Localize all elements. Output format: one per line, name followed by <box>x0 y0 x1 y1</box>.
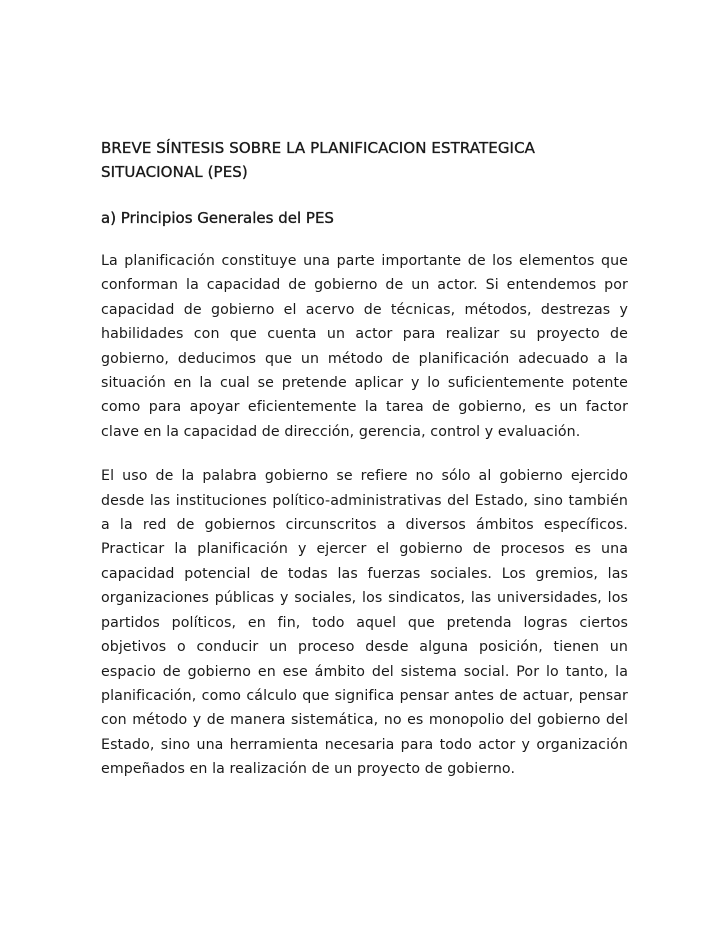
document-page <box>101 136 628 782</box>
document-title: BREVE SÍNTESIS SOBRE LA PLANIFICACION ESTRATEGICA SITUACIONAL (PES) <box>101 139 536 181</box>
body-paragraph-1: La planificación constituye una parte importante de los elementos que conforman la capacidad de gobierno de un actor. Si entendemos por capacidad de gobierno el acervo de técnicas, métodos, destrezas y habilidades con que cuenta un actor para realizar su proyecto de gobierno, deducimos que un método de planificación adecuado a la situación en la cual se pretende aplicar y lo suficientemente potente como para apoyar eficientemente la tarea de gobierno, es un factor clave en la capacidad de dirección, gerencia, control y evaluación. <box>101 253 628 440</box>
body-paragraph-2: El uso de la palabra gobierno se refiere no sólo al gobierno ejercido desde las instituciones político-administrativas del Estado, sino también a la red de gobiernos circunscritos a diversos ámbitos específicos. Practicar la planificación y ejercer el gobierno de procesos es una capacidad potencial de todas las fuerzas sociales. Los gremios, las organizaciones públicas y sociales, los sindicatos, las universidades, los partidos políticos, en fin, todo aquel que pretenda logras ciertos objetivos o conducir un proceso desde alguna posición, tienen un espacio de gobierno en ese ámbito del sistema social. Por lo tanto, la planificación, como cálculo que significa pensar antes de actuar, pensar con método y de manera sistemática, no es monopolio del gobierno del Estado, sino una herramienta necesaria para todo actor y organización empeñados en la realización de un proyecto de gobierno. <box>101 468 628 778</box>
section-heading: a) Principios Generales del PES <box>101 209 334 227</box>
